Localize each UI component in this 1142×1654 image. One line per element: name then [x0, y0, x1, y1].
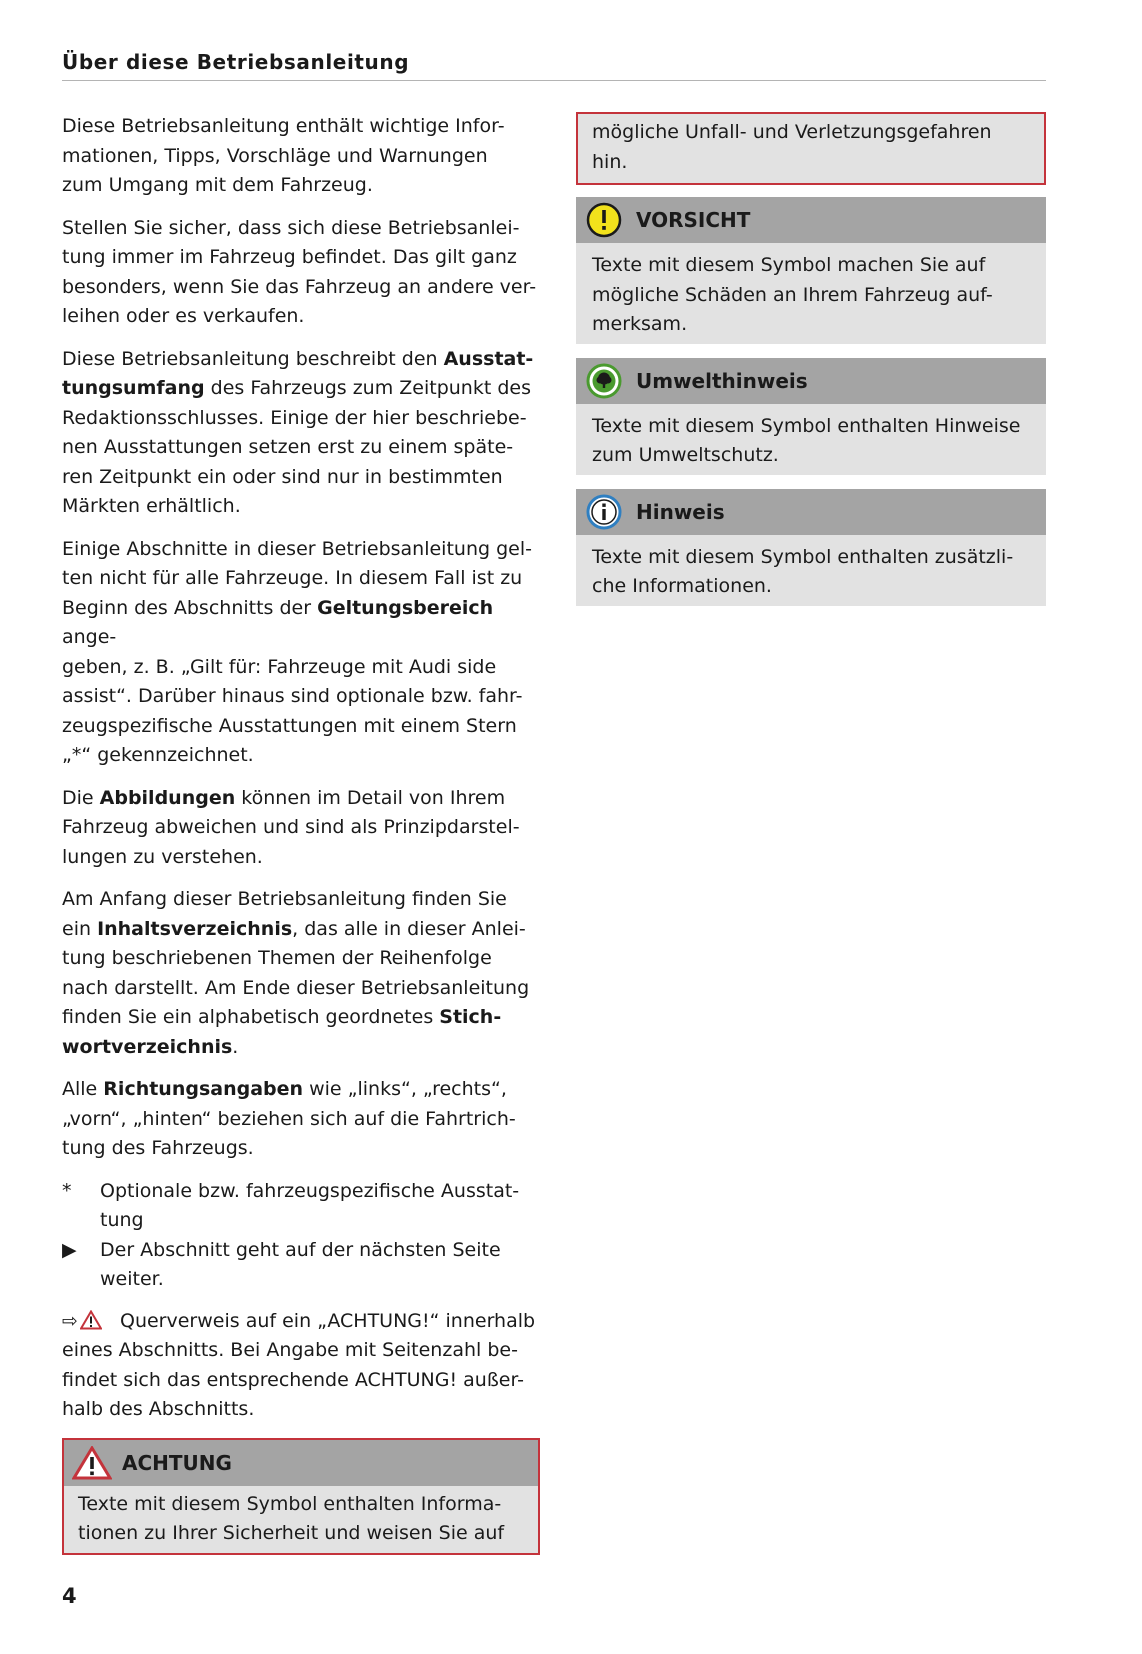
text-span: wie „links“, „rechts“, „vorn“, „hinten“ beziehen sich auf die Fahrtrich- tung des Fahrzeugs. — [62, 1078, 516, 1159]
continue-arrow-icon: ▶ — [62, 1238, 77, 1261]
achtung-title: ACHTUNG — [122, 1450, 232, 1475]
achtung-continued-text: mögliche Unfall- und Verletzungsgefahren hin. — [592, 121, 992, 173]
xref-text: Querverweis auf ein „ACHTUNG!“ innerhalb eines Abschnitts. Bei Angabe mit Seitenzahl be- findet sich das entsprechende ACHTUNG! außer- halb des Abschnitts. — [62, 1309, 536, 1420]
umwelthinweis-header — [576, 358, 1046, 404]
legend-item-continue — [62, 1236, 540, 1295]
achtung-text: Texte mit diesem Symbol enthalten Informa- tionen zu Ihrer Sicherheit und weisen Sie auf — [78, 1492, 505, 1544]
umwelthinweis-title: Umwelthinweis — [636, 368, 808, 393]
legend-item-star — [62, 1177, 540, 1236]
bold-term-ausstattungsumfang: Ausstat- tungsumfang — [62, 347, 534, 399]
symbol-legend — [62, 1177, 540, 1295]
page-title: Über diese Betriebsanleitung — [62, 50, 410, 74]
paragraph-crossref — [62, 1307, 540, 1425]
vorsicht-body — [576, 243, 1046, 344]
page-number: 4 — [62, 1584, 77, 1608]
vorsicht-text: Texte mit diesem Symbol machen Sie auf mögliche Schäden an Ihrem Fahrzeug auf- merksam. — [592, 254, 993, 335]
text-span: Die — [62, 786, 100, 809]
bold-term-abbildungen: Abbildungen — [99, 786, 236, 809]
umwelthinweis-text: Texte mit diesem Symbol enthalten Hinweise zum Umweltschutz. — [592, 414, 1021, 466]
hinweis-body — [576, 535, 1046, 606]
paragraph-intro: Diese Betriebsanleitung enthält wichtige Infor- mationen, Tipps, Vorschläge und Warnungen zum Umgang mit dem Fahrzeug. — [62, 115, 505, 196]
vorsicht-header — [576, 197, 1046, 243]
hinweis-box — [576, 489, 1046, 606]
xref-symbol — [62, 1307, 120, 1337]
text-span: Diese Betriebsanleitung beschreibt den — [62, 347, 444, 370]
xref-arrow-icon: ⇨ — [62, 1309, 78, 1332]
warning-triangle-icon — [72, 1446, 112, 1480]
text-span: des Fahrzeugs zum Zeitpunkt des Redaktionsschlusses. Einige der hier beschriebe- nen Ausstattungen setzen erst zu einem späte- ren Zeitpunkt ein oder sind nur in bestimmten Märkten erhältlich. — [62, 377, 531, 517]
hinweis-text: Texte mit diesem Symbol enthalten zusätzli- che Informationen. — [592, 545, 1014, 597]
text-span: Alle — [62, 1078, 104, 1100]
achtung-box — [62, 1438, 540, 1555]
legend-text: Optionale bzw. fahrzeugspezifische Ausstat- tung — [100, 1179, 520, 1231]
paragraph-equipment — [62, 345, 540, 522]
page-header — [62, 50, 1046, 81]
info-icon — [586, 494, 622, 530]
left-column — [62, 112, 540, 1555]
umwelthinweis-body — [576, 404, 1046, 475]
achtung-body — [64, 1486, 538, 1553]
vorsicht-box — [576, 197, 1046, 344]
achtung-header — [64, 1440, 538, 1486]
star-symbol: * — [62, 1179, 72, 1202]
text-span: , das alle in dieser Anlei- tung beschriebenen Themen der Reihenfolge nach darstellt. Am Ende dieser Betriebsanleitung finden Sie ein alphabetisch geordnetes — [62, 917, 530, 1028]
hinweis-title: Hinweis — [636, 499, 725, 524]
paragraph-validity — [62, 535, 540, 771]
text-span: ange- geben, z. B. „Gilt für: Fahrzeuge mit Audi side assist“. Darüber hinaus sind optionale bzw. fahr- zeugspezifische Ausstattungen mit einem Stern „*“ gekennzeichnet. — [62, 626, 523, 766]
paragraph-keep-in-vehicle: Stellen Sie sicher, dass sich diese Betriebsanlei- tung immer im Fahrzeug befindet. Das gilt ganz besonders, wenn Sie das Fahrzeug an andere ver- leihen oder es verkaufen. — [62, 216, 537, 327]
vorsicht-title: VORSICHT — [636, 208, 751, 232]
text-span: Einige Abschnitte in dieser Betriebsanleitung gel- ten nicht für alle Fahrzeuge. In diesem Fall ist zu Beginn des Abschnitts der — [62, 537, 532, 619]
caution-exclamation-icon — [586, 202, 622, 238]
text-span: können im Detail von Ihrem Fahrzeug abweichen und sind als Prinzipdarstel- lungen zu verstehen. — [62, 786, 520, 868]
warning-triangle-icon — [80, 1310, 102, 1330]
hinweis-header — [576, 489, 1046, 535]
umwelthinweis-box — [576, 358, 1046, 475]
text-span: . — [232, 1035, 239, 1058]
bold-term-stichwortverzeichnis: Stich- wortverzeichnis — [62, 1006, 502, 1058]
bold-term-inhaltsverzeichnis: Inhaltsverzeichnis — [97, 917, 293, 940]
text-span: Am Anfang dieser Betriebsanleitung finden Sie ein — [62, 888, 507, 940]
paragraph-index — [62, 885, 540, 1062]
paragraph-illustrations — [62, 784, 540, 873]
bold-term-richtungsangaben: Richtungsangaben — [103, 1078, 304, 1100]
achtung-box-continued — [576, 112, 1046, 185]
bold-term-geltungsbereich: Geltungsbereich — [317, 596, 494, 619]
legend-text: Der Abschnitt geht auf der nächsten Seite weiter. — [100, 1238, 501, 1290]
right-column — [576, 112, 1046, 606]
environment-tree-icon — [586, 363, 622, 399]
paragraph-directions — [62, 1075, 540, 1164]
